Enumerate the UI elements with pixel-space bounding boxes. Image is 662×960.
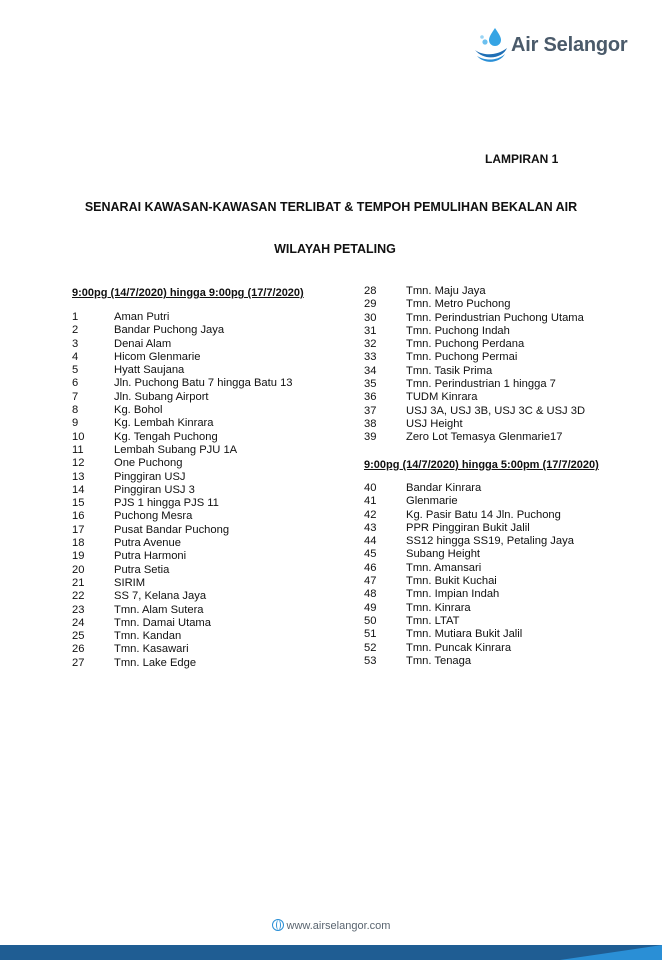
area-list-section-2 xyxy=(364,482,574,668)
list-item xyxy=(72,431,293,444)
item-number: 38 xyxy=(364,417,377,430)
list-item xyxy=(72,484,293,497)
item-number: 48 xyxy=(364,588,377,601)
list-item xyxy=(72,564,293,577)
item-number: 47 xyxy=(364,575,377,588)
item-number: 45 xyxy=(364,548,377,561)
area-name: Tmn. Puncak Kinrara xyxy=(406,641,512,654)
air-selangor-logo xyxy=(473,26,643,66)
area-name: Tmn. Bukit Kuchai xyxy=(406,575,497,588)
area-name: SIRIM xyxy=(114,576,146,589)
item-number: 18 xyxy=(72,537,85,550)
list-item xyxy=(364,615,574,628)
appendix-label: LAMPIRAN 1 xyxy=(485,152,559,166)
item-number: 4 xyxy=(72,350,79,363)
area-name: Tmn. Impian Indah xyxy=(406,588,500,601)
item-number: 32 xyxy=(364,338,377,351)
area-name: Tmn. Tenaga xyxy=(406,654,472,667)
logo-text: Air Selangor xyxy=(511,34,628,56)
item-number: 50 xyxy=(364,614,377,627)
area-name: Tmn. Mutiara Bukit Jalil xyxy=(406,628,523,641)
list-item xyxy=(364,298,585,311)
list-item xyxy=(364,418,585,431)
area-name: Hicom Glenmarie xyxy=(114,350,201,363)
list-item xyxy=(72,643,293,656)
document-title: SENARAI KAWASAN-KAWASAN TERLIBAT & TEMPOH PEMULIHAN BEKALAN AIR xyxy=(84,200,578,214)
area-name: Tmn. Puchong Perdana xyxy=(406,338,525,351)
list-item xyxy=(72,497,293,510)
list-item xyxy=(364,535,574,548)
list-item xyxy=(72,524,293,537)
area-name: Tmn. Maju Jaya xyxy=(406,285,486,297)
item-number: 19 xyxy=(72,550,85,563)
area-name: Hyatt Saujana xyxy=(114,364,185,377)
item-number: 51 xyxy=(364,628,377,641)
item-number: 13 xyxy=(72,470,85,483)
area-name: Putra Harmoni xyxy=(114,550,187,563)
list-item xyxy=(364,548,574,561)
list-item xyxy=(72,311,293,324)
area-name: Tmn. Puchong Indah xyxy=(406,324,510,337)
area-name: USJ Height xyxy=(406,417,463,430)
list-item xyxy=(364,338,585,351)
item-number: 44 xyxy=(364,535,377,548)
item-number: 52 xyxy=(364,641,377,654)
list-item xyxy=(72,404,293,417)
area-name: Kg. Pasir Batu 14 Jln. Puchong xyxy=(406,508,561,521)
list-item xyxy=(72,444,293,457)
area-name: Puchong Mesra xyxy=(114,510,193,523)
list-item xyxy=(364,562,574,575)
area-name: PPR Pinggiran Bukit Jalil xyxy=(406,521,530,534)
item-number: 15 xyxy=(72,497,85,510)
list-item xyxy=(72,630,293,643)
list-item xyxy=(72,550,293,563)
area-name: Kg. Bohol xyxy=(114,404,163,417)
area-name: Jln. Subang Airport xyxy=(114,390,209,403)
area-name: Tmn. Metro Puchong xyxy=(406,298,511,311)
area-name: Tmn. Perindustrian Puchong Utama xyxy=(406,311,584,324)
item-number: 41 xyxy=(364,495,377,508)
item-number: 1 xyxy=(72,311,79,323)
list-item xyxy=(72,457,293,470)
area-name: Tmn. Lake Edge xyxy=(114,656,197,669)
area-list-column-2 xyxy=(364,285,585,445)
footer-bar xyxy=(0,945,662,960)
area-name: Tmn. Amansari xyxy=(406,561,482,574)
item-number: 2 xyxy=(72,324,79,337)
item-number: 7 xyxy=(72,390,79,403)
list-item xyxy=(364,285,585,298)
list-item xyxy=(72,377,293,390)
area-name: SS12 hingga SS19, Petaling Jaya xyxy=(406,535,574,548)
item-number: 29 xyxy=(364,298,377,311)
list-item xyxy=(364,351,585,364)
section-1-heading: 9:00pg (14/7/2020) hingga 9:00pg (17/7/2020) xyxy=(72,287,304,299)
list-item xyxy=(72,590,293,603)
item-number: 30 xyxy=(364,311,377,324)
list-item xyxy=(364,509,574,522)
area-name: Putra Setia xyxy=(114,563,170,576)
list-item xyxy=(364,391,585,404)
list-item xyxy=(72,471,293,484)
item-number: 40 xyxy=(364,482,377,494)
globe-icon xyxy=(272,919,284,931)
area-name: Jln. Puchong Batu 7 hingga Batu 13 xyxy=(114,377,293,390)
area-name: Glenmarie xyxy=(406,495,458,508)
list-item xyxy=(72,391,293,404)
item-number: 39 xyxy=(364,431,377,444)
item-number: 21 xyxy=(72,576,85,589)
item-number: 9 xyxy=(72,417,79,430)
area-name: Pinggiran USJ xyxy=(114,470,186,483)
item-number: 34 xyxy=(364,364,377,377)
item-number: 16 xyxy=(72,510,85,523)
area-list-column-1 xyxy=(72,311,293,670)
item-number: 35 xyxy=(364,378,377,391)
list-item xyxy=(364,642,574,655)
item-number: 46 xyxy=(364,561,377,574)
list-item xyxy=(72,417,293,430)
list-item xyxy=(364,522,574,535)
item-number: 11 xyxy=(72,443,84,456)
list-item xyxy=(364,495,574,508)
list-item xyxy=(72,324,293,337)
item-number: 14 xyxy=(72,483,85,496)
area-name: Tmn. Tasik Prima xyxy=(406,364,493,377)
area-name: Tmn. Alam Sutera xyxy=(114,603,204,616)
area-name: Aman Putri xyxy=(114,311,170,323)
area-name: Tmn. LTAT xyxy=(406,614,460,627)
list-item xyxy=(72,351,293,364)
list-item xyxy=(364,655,574,668)
list-item xyxy=(364,405,585,418)
list-item xyxy=(364,602,574,615)
list-item xyxy=(72,364,293,377)
area-name: Lembah Subang PJU 1A xyxy=(114,443,238,456)
area-name: Putra Avenue xyxy=(114,537,181,550)
item-number: 17 xyxy=(72,523,85,536)
list-item xyxy=(364,365,585,378)
area-name: Tmn. Damai Utama xyxy=(114,616,211,629)
item-number: 10 xyxy=(72,430,85,443)
item-number: 3 xyxy=(72,337,79,350)
item-number: 27 xyxy=(72,656,85,669)
list-item xyxy=(72,338,293,351)
item-number: 12 xyxy=(72,457,85,470)
area-name: Tmn. Kandan xyxy=(114,630,182,643)
item-number: 43 xyxy=(364,521,377,534)
website-link[interactable]: www.airselangor.com xyxy=(286,920,391,932)
area-name: Tmn. Perindustrian 1 hingga 7 xyxy=(406,378,556,391)
item-number: 6 xyxy=(72,377,79,390)
item-number: 33 xyxy=(364,351,377,364)
item-number: 53 xyxy=(364,654,377,667)
item-number: 31 xyxy=(364,324,377,337)
list-item xyxy=(364,588,574,601)
item-number: 8 xyxy=(72,404,79,417)
area-name: Denai Alam xyxy=(114,337,172,350)
area-name: Tmn. Kasawari xyxy=(114,643,189,656)
area-name: SS 7, Kelana Jaya xyxy=(114,590,207,603)
area-name: TUDM Kinrara xyxy=(406,391,478,404)
list-item xyxy=(364,482,574,495)
area-name: Bandar Puchong Jaya xyxy=(114,324,225,337)
item-number: 37 xyxy=(364,404,377,417)
item-number: 22 xyxy=(72,590,85,603)
item-number: 23 xyxy=(72,603,85,616)
area-name: Bandar Kinrara xyxy=(406,482,482,494)
area-name: Tmn. Kinrara xyxy=(406,601,471,614)
item-number: 24 xyxy=(72,616,85,629)
list-item xyxy=(364,378,585,391)
item-number: 28 xyxy=(364,285,377,297)
item-number: 5 xyxy=(72,364,79,377)
area-name: Kg. Lembah Kinrara xyxy=(114,417,214,430)
list-item xyxy=(364,431,585,444)
area-name: Subang Height xyxy=(406,548,481,561)
item-number: 36 xyxy=(364,391,377,404)
list-item xyxy=(72,617,293,630)
list-item xyxy=(72,537,293,550)
area-name: Pusat Bandar Puchong xyxy=(114,523,230,536)
item-number: 42 xyxy=(364,508,377,521)
area-name: PJS 1 hingga PJS 11 xyxy=(114,497,219,510)
item-number: 26 xyxy=(72,643,85,656)
region-heading: WILAYAH PETALING xyxy=(274,242,396,256)
area-name: One Puchong xyxy=(114,457,183,470)
item-number: 49 xyxy=(364,601,377,614)
area-name: USJ 3A, USJ 3B, USJ 3C & USJ 3D xyxy=(406,404,586,417)
area-name: Tmn. Puchong Permai xyxy=(406,351,518,364)
footer xyxy=(0,919,662,932)
area-name: Kg. Tengah Puchong xyxy=(114,430,218,443)
list-item xyxy=(72,510,293,523)
section-2-heading: 9:00pg (14/7/2020) hingga 5:00pm (17/7/2020) xyxy=(364,459,599,471)
list-item xyxy=(72,657,293,670)
list-item xyxy=(364,575,574,588)
item-number: 25 xyxy=(72,630,85,643)
item-number: 20 xyxy=(72,563,85,576)
list-item xyxy=(364,325,585,338)
list-item xyxy=(364,312,585,325)
area-name: Pinggiran USJ 3 xyxy=(114,483,195,496)
list-item xyxy=(72,577,293,590)
water-drop-logo-icon xyxy=(473,26,509,66)
list-item xyxy=(72,604,293,617)
list-item xyxy=(364,628,574,641)
area-name: Zero Lot Temasya Glenmarie17 xyxy=(406,431,563,444)
